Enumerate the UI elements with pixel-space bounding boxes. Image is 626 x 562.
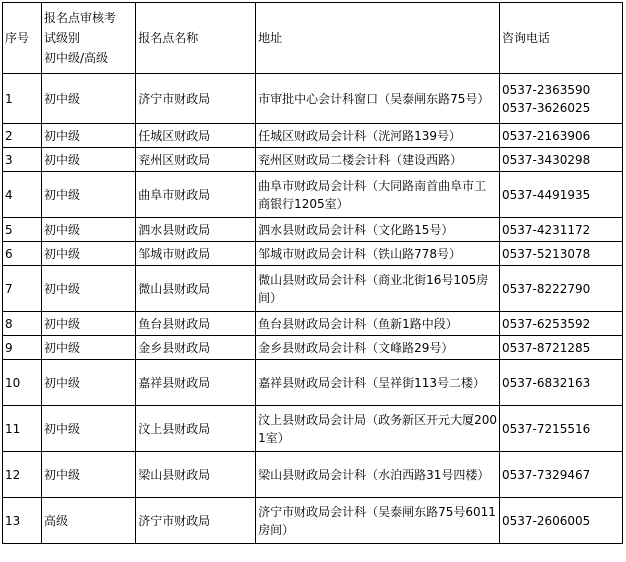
row-address: 曲阜市财政局会计科（大同路南首曲阜市工商银行1205室） bbox=[256, 172, 500, 218]
table-row bbox=[3, 360, 623, 406]
row-address: 鱼台县财政局会计科（鱼新1路中段） bbox=[256, 312, 500, 336]
table-row bbox=[3, 124, 623, 148]
row-number: 8 bbox=[3, 312, 42, 336]
phone-number: 0537-8721285 bbox=[501, 340, 591, 355]
header-level-line: 报名点审核考 bbox=[43, 11, 116, 25]
table-row bbox=[3, 266, 623, 312]
table-row bbox=[3, 148, 623, 172]
row-level: 初中级 bbox=[41, 148, 135, 172]
row-address: 市审批中心会计科窗口（吴泰闸东路75号） bbox=[256, 74, 500, 124]
phone-number: 0537-2363590 bbox=[501, 82, 591, 97]
row-level: 初中级 bbox=[41, 74, 135, 124]
row-site-name: 泗水县财政局 bbox=[136, 218, 256, 242]
table-row bbox=[3, 74, 623, 124]
row-address: 梁山县财政局会计科（水泊西路31号四楼） bbox=[256, 452, 500, 498]
row-address: 汶上县财政局会计局（政务新区开元大厦2001室） bbox=[256, 406, 500, 452]
phone-number: 0537-6253592 bbox=[501, 316, 591, 331]
row-number: 11 bbox=[3, 406, 42, 452]
table-body bbox=[3, 74, 623, 544]
row-number: 1 bbox=[3, 74, 42, 124]
row-address: 邹城市财政局会计科（铁山路778号） bbox=[256, 242, 500, 266]
row-number: 3 bbox=[3, 148, 42, 172]
row-address: 济宁市财政局会计科（吴泰闸东路75号6011房间） bbox=[256, 498, 500, 544]
row-phone bbox=[499, 452, 622, 498]
row-number: 2 bbox=[3, 124, 42, 148]
row-phone bbox=[499, 312, 622, 336]
row-phone bbox=[499, 336, 622, 360]
row-site-name: 济宁市财政局 bbox=[136, 74, 256, 124]
row-phone bbox=[499, 242, 622, 266]
row-address: 金乡县财政局会计科（文峰路29号） bbox=[256, 336, 500, 360]
row-phone bbox=[499, 218, 622, 242]
row-level: 初中级 bbox=[41, 360, 135, 406]
row-number: 4 bbox=[3, 172, 42, 218]
row-level: 初中级 bbox=[41, 406, 135, 452]
row-level: 初中级 bbox=[41, 172, 135, 218]
row-site-name: 邹城市财政局 bbox=[136, 242, 256, 266]
row-site-name: 梁山县财政局 bbox=[136, 452, 256, 498]
row-site-name: 微山县财政局 bbox=[136, 266, 256, 312]
row-address: 泗水县财政局会计科（文化路15号） bbox=[256, 218, 500, 242]
row-level: 初中级 bbox=[41, 266, 135, 312]
row-site-name: 金乡县财政局 bbox=[136, 336, 256, 360]
row-number: 13 bbox=[3, 498, 42, 544]
table-row bbox=[3, 406, 623, 452]
row-phone bbox=[499, 124, 622, 148]
phone-number: 0537-2606005 bbox=[501, 513, 591, 528]
phone-number: 0537-4231172 bbox=[501, 222, 591, 237]
header-phone: 咨询电话 bbox=[499, 3, 622, 74]
phone-number: 0537-2163906 bbox=[501, 128, 591, 143]
row-phone bbox=[499, 406, 622, 452]
row-number: 10 bbox=[3, 360, 42, 406]
row-number: 5 bbox=[3, 218, 42, 242]
header-name: 报名点名称 bbox=[136, 3, 256, 74]
table-row bbox=[3, 336, 623, 360]
row-level: 初中级 bbox=[41, 124, 135, 148]
row-level: 初中级 bbox=[41, 312, 135, 336]
row-number: 7 bbox=[3, 266, 42, 312]
row-site-name: 任城区财政局 bbox=[136, 124, 256, 148]
phone-number: 0537-8222790 bbox=[501, 281, 591, 296]
row-address: 微山县财政局会计科（商业北街16号105房间） bbox=[256, 266, 500, 312]
row-phone bbox=[499, 74, 622, 124]
header-address: 地址 bbox=[256, 3, 500, 74]
row-phone bbox=[499, 498, 622, 544]
row-phone bbox=[499, 172, 622, 218]
row-phone bbox=[499, 360, 622, 406]
row-level: 初中级 bbox=[41, 218, 135, 242]
row-address: 嘉祥县财政局会计科（呈祥街113号二楼） bbox=[256, 360, 500, 406]
row-site-name: 汶上县财政局 bbox=[136, 406, 256, 452]
phone-number: 0537-3626025 bbox=[501, 100, 591, 115]
phone-number: 0537-4491935 bbox=[501, 187, 591, 202]
row-level: 初中级 bbox=[41, 336, 135, 360]
row-phone bbox=[499, 266, 622, 312]
phone-number: 0537-6832163 bbox=[501, 375, 591, 390]
row-site-name: 济宁市财政局 bbox=[136, 498, 256, 544]
registration-sites-table bbox=[2, 2, 623, 544]
table-header-row bbox=[3, 3, 623, 74]
table-row bbox=[3, 452, 623, 498]
row-phone bbox=[499, 148, 622, 172]
header-level-line: 初中级/高级 bbox=[43, 51, 108, 65]
row-site-name: 兖州区财政局 bbox=[136, 148, 256, 172]
phone-number: 0537-5213078 bbox=[501, 246, 591, 261]
row-address: 任城区财政局会计科（洸河路139号） bbox=[256, 124, 500, 148]
row-level: 高级 bbox=[41, 498, 135, 544]
row-number: 9 bbox=[3, 336, 42, 360]
row-site-name: 鱼台县财政局 bbox=[136, 312, 256, 336]
header-no: 序号 bbox=[3, 3, 42, 74]
table-row bbox=[3, 242, 623, 266]
row-number: 6 bbox=[3, 242, 42, 266]
row-level: 初中级 bbox=[41, 452, 135, 498]
table-row bbox=[3, 172, 623, 218]
table-row bbox=[3, 312, 623, 336]
header-level bbox=[41, 3, 135, 74]
table-row bbox=[3, 498, 623, 544]
phone-number: 0537-7329467 bbox=[501, 467, 591, 482]
row-site-name: 曲阜市财政局 bbox=[136, 172, 256, 218]
row-level: 初中级 bbox=[41, 242, 135, 266]
phone-number: 0537-3430298 bbox=[501, 152, 591, 167]
header-level-line: 试级别 bbox=[43, 31, 80, 45]
table-row bbox=[3, 218, 623, 242]
phone-number: 0537-7215516 bbox=[501, 421, 591, 436]
row-site-name: 嘉祥县财政局 bbox=[136, 360, 256, 406]
row-address: 兖州区财政局二楼会计科（建设西路） bbox=[256, 148, 500, 172]
row-number: 12 bbox=[3, 452, 42, 498]
